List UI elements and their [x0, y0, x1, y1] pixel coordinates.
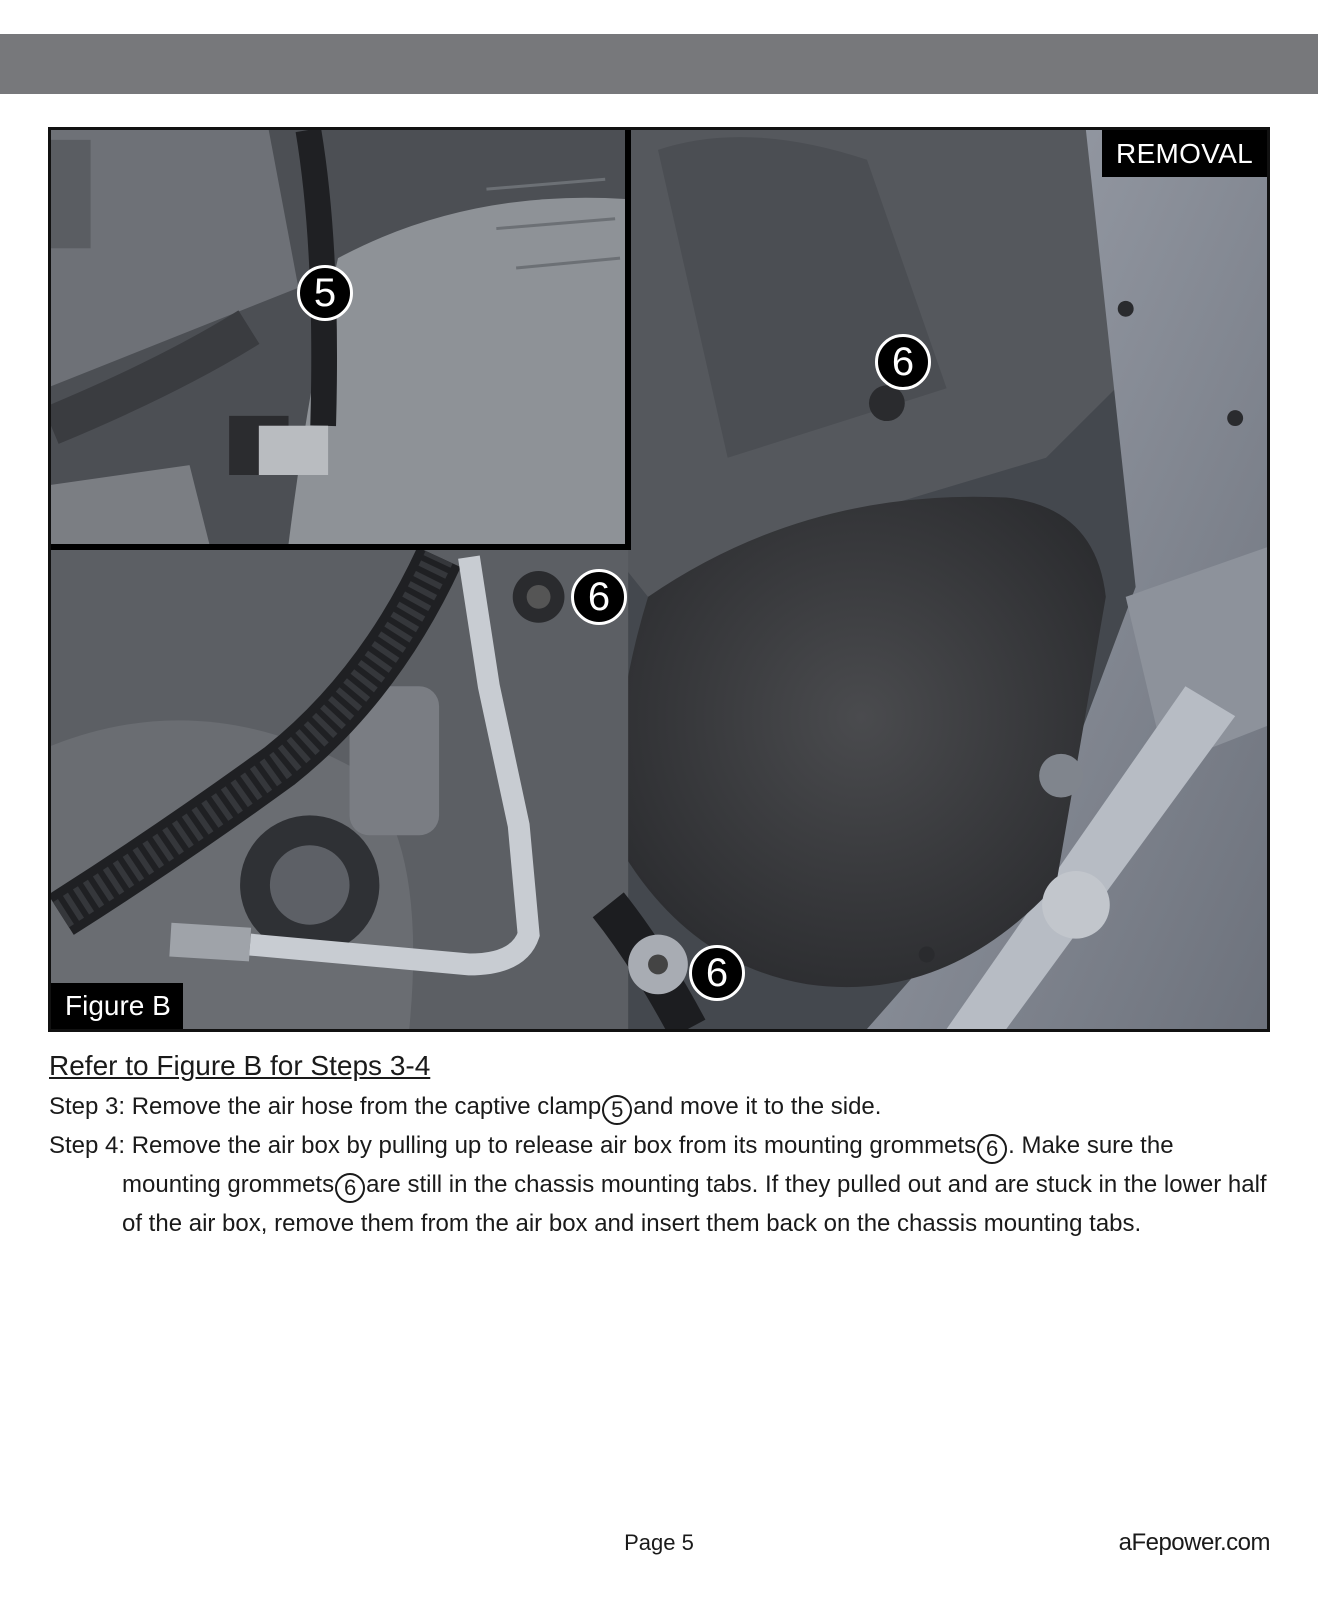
instructions	[49, 1049, 1271, 1243]
step-4-text: Step 4: Remove the air box by pulling up to release air box from its mounting grommets	[49, 1132, 977, 1159]
removal-label: REMOVAL	[1102, 130, 1267, 177]
step-4-text-mid: . Make sure the mounting grommets	[122, 1132, 1174, 1198]
step-4-text-end: are still in the chassis mounting tabs. If they pulled out and are stuck in the lower half of the air box, remove them from the air box and insert them back on the chassis mounting tabs.	[122, 1171, 1267, 1237]
step-3	[49, 1087, 1271, 1126]
callout-6-lower-grommet: 6	[689, 945, 745, 1001]
website-url: aFepower.com	[1118, 1529, 1270, 1556]
step-3-text: Step 3: Remove the air hose from the captive clamp	[49, 1093, 602, 1120]
step-3-text-end: and move it to the side.	[633, 1093, 882, 1120]
callout-6-upper-grommet: 6	[875, 334, 931, 390]
section-heading: Refer to Figure B for Steps 3-4	[49, 1050, 431, 1081]
header-bar	[0, 34, 1318, 94]
callout-5-clamp: 5	[297, 265, 353, 321]
clamp-closeup-photo	[51, 130, 625, 544]
figure-b-photo	[48, 127, 1270, 1032]
step-3-callout-ref: 5	[602, 1095, 632, 1125]
callout-6-middle-grommet: 6	[571, 569, 627, 625]
figure-caption: Figure B	[51, 983, 183, 1029]
inset-photo	[51, 130, 631, 550]
step-4-callout-ref-2: 6	[335, 1173, 365, 1203]
step-4-callout-ref: 6	[977, 1134, 1007, 1164]
step-4	[49, 1126, 1271, 1243]
page-number: Page 5	[624, 1530, 694, 1555]
